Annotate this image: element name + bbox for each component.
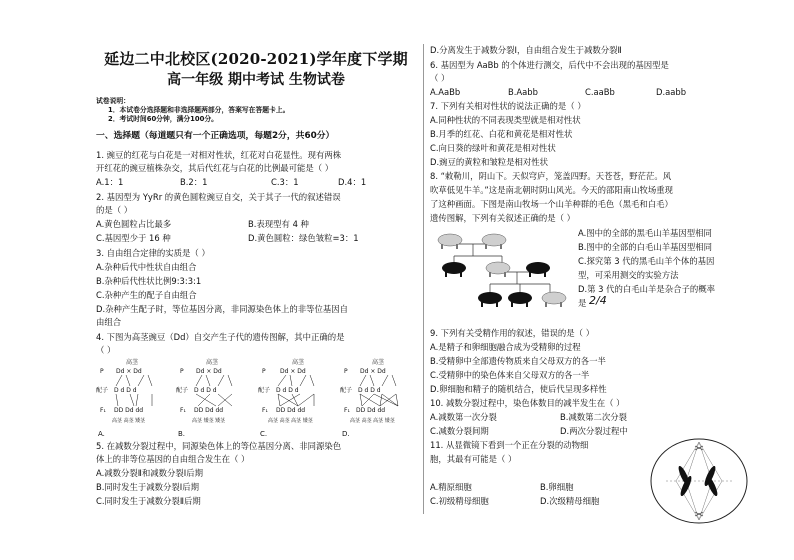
q7-option-b: B.月季的红花、白花和黄花是相对性状 (430, 129, 573, 139)
q6-option-b: B.Aabb (508, 87, 538, 97)
parent-label: 高茎 (372, 359, 385, 366)
q10-option-d: D.两次分裂过程中 (560, 426, 628, 436)
exam-title: 延边二中北校区(2020-2021)学年度下学期 (104, 50, 408, 68)
parent-label: 高茎 (126, 359, 139, 366)
q2-option-b: B.表现型有 4 种 (248, 219, 309, 229)
q11-option-d: D.次级精母细胞 (540, 496, 600, 506)
p-cross: Dd × Dd (196, 368, 222, 375)
f1-label: F₁ (180, 407, 186, 414)
c-gametes: D d D d (276, 387, 299, 394)
question-6-stem: 6. 基因型为 AaBb 的个体进行测交，后代中不会出现的基因型是 (430, 60, 669, 70)
gamete-label: 配子 (176, 387, 189, 394)
p-cross: Dd × Dd (116, 368, 142, 375)
q5-option-d: D.分离发生于减数分裂Ⅰ，自由组合发生于减数分裂Ⅱ (430, 45, 622, 55)
parent-label: 高茎 (206, 359, 219, 366)
q8-option-a: A.图中的全部的黑毛山羊基因型相同 (578, 228, 712, 238)
a-gametes: D d D d (114, 387, 137, 394)
q3-option-b: B.杂种后代性状比例9:3:3:1 (96, 276, 202, 286)
q5-option-b: B.同时发生于减数分裂Ⅰ后期 (96, 482, 200, 492)
q2-option-a: A.黄色圆粒占比最多 (96, 219, 172, 229)
question-8-line: 遗传图解，下列有关叙述正确的是（ ） (430, 213, 576, 223)
c-f1-genotypes: DD Dd dd (276, 407, 306, 414)
q9-option-b: B.受精卵中全部遗传物质来自父母双方的各一半 (430, 356, 606, 366)
question-1-line: 开红花的豌豆植株杂交，其后代红花与白花的比例最可能是（ ） (96, 163, 334, 173)
f1-label: F₁ (262, 407, 268, 414)
d-gametes: D d D d (358, 387, 381, 394)
q8-option-c-cont: 型，可采用测交的实验方法 (578, 270, 679, 280)
gamete-label: 配子 (340, 387, 353, 394)
p-label: P (262, 368, 266, 375)
q6-option-a: A.AaBb (430, 87, 461, 97)
instruction-item: 2．考试时间60分钟，满分100分。 (108, 115, 218, 123)
question-8-line: 了这种画面。下图是南山牧场一个山羊种群的毛色（黑毛和白毛） (430, 199, 673, 209)
dividing-cell-diagram (646, 436, 752, 526)
q4-option-d: D. (342, 430, 350, 438)
q8-option-b: B.图中的全部的白毛山羊基因型相同 (578, 242, 713, 252)
a-f1-genotypes: DD Dd dd (114, 407, 144, 414)
black-goat-icon (442, 262, 466, 277)
question-10-stem: 10. 减数分裂过程中，染色体数目的减半发生在（ ） (430, 398, 625, 408)
q10-option-b: B.减数第二次分裂 (560, 412, 628, 422)
black-goat-icon (508, 292, 532, 307)
q11-option-a: A.精原细胞 (430, 482, 472, 492)
q7-option-d: D.豌豆的黄粒和皱粒是相对性状 (430, 157, 548, 167)
q7-option-a: A.同种性状的不同表现类型就是相对性状 (430, 115, 581, 125)
white-goat-icon (542, 292, 566, 307)
q4-option-b: B. (178, 430, 186, 438)
parent-label: 高茎 (292, 359, 305, 366)
instruction-item: 1．本试卷分选择题和非选择题两部分，答案写在答题卡上。 (108, 106, 290, 114)
column-divider (423, 44, 424, 514)
question-4-stem: 4. 下图为高茎豌豆（Dd）自交产生子代的遗传图解，其中正确的是 (96, 332, 345, 342)
f1-label: F₁ (344, 407, 350, 414)
q6-option-c: C.aaBb (585, 87, 615, 97)
q3-option-a: A.杂种后代中性状自由组合 (96, 262, 197, 272)
q8-option-d: D.第 3 代的白毛山羊是杂合子的概率 (578, 284, 716, 294)
q3-option-d: D.杂种产生配子时，等位基因分离，非同源染色体上的非等位基因自 (96, 304, 348, 314)
question-8-line: 8. “敕勒川，阴山下。天似穹庐，笼盖四野。天苍苍，野茫茫。风 (430, 171, 672, 181)
p-label: P (180, 368, 184, 375)
q4-option-a: A. (98, 430, 105, 438)
question-5-line: 5. 在减数分裂过程中，同源染色体上的等位基因分离、非同源染色 (96, 441, 342, 451)
genetic-cross-diagram (96, 356, 416, 438)
q2-option-c: C.基因型少于 16 种 (96, 233, 171, 243)
question-2-line: 的是（ ） (96, 205, 133, 215)
f1-label: F₁ (100, 407, 106, 414)
q6-option-d: D.aabb (656, 87, 687, 97)
c-f1-phenotypes: 高茎 高茎 高茎 矮茎 (268, 418, 313, 424)
q1-option-b: B.2：1 (180, 177, 208, 187)
question-7-stem: 7. 下列有关相对性状的说法正确的是（ ） (430, 101, 586, 111)
white-goat-icon (438, 234, 462, 249)
q11-option-b: B.卵细胞 (540, 482, 574, 492)
p-label: P (344, 368, 348, 375)
q5-option-c: C.同时发生于减数分裂Ⅱ后期 (96, 496, 201, 506)
question-8-line: 吹草低见牛羊。”这是南北朝时阴山风光。今天的邵阳南山牧场重现 (430, 185, 674, 195)
a-f1-phenotypes: 高茎 高茎 矮茎 (112, 418, 146, 424)
d-f1-genotypes: DD Dd dd (356, 407, 386, 414)
q1-option-d: D.4：1 (338, 177, 367, 187)
question-11-stem-cont: 胞，其最有可能是（ ） (430, 454, 517, 464)
q1-option-a: A.1：1 (96, 177, 124, 187)
q10-option-c: C.减数分裂间期 (430, 426, 489, 436)
black-goat-icon (526, 262, 550, 277)
q8-option-c: C.探究第 3 代的黑毛山羊个体的基因 (578, 256, 715, 266)
goat-pedigree-diagram (432, 226, 576, 316)
q8-option-d-cont: 是 (578, 298, 587, 308)
black-goat-icon (478, 292, 502, 307)
q2-option-d: D.黄色圆粒：绿色皱粒=3：1 (248, 233, 359, 243)
question-11-stem: 11. 从显微镜下看到一个正在分裂的动物细 (430, 440, 589, 450)
question-1-line: 1. 豌豆的红花与白花是一对相对性状，红花对白花显性。现有两株 (96, 150, 342, 160)
question-6-stem-cont: （ ） (430, 73, 450, 83)
q5-option-a: A.减数分裂Ⅱ和减数分裂Ⅰ后期 (96, 468, 203, 478)
exam-subtitle: 高一年级 期中考试 生物试卷 (167, 72, 345, 88)
p-label: P (100, 368, 104, 375)
question-5-line: 体上的非等位基因的自由组合发生在（ ） (96, 454, 250, 464)
question-2-line: 2. 基因型为 YyRr 的黄色圆粒豌豆自交，关于其子一代的叙述错误 (96, 192, 341, 202)
q11-option-c: C.初级精母细胞 (430, 496, 489, 506)
q4-option-c: C. (260, 430, 268, 438)
q10-option-a: A.减数第一次分裂 (430, 412, 497, 422)
b-gametes: D d D d (194, 387, 217, 394)
q8-fraction: 2/4 (589, 294, 607, 307)
white-goat-icon (482, 234, 506, 249)
q9-option-d: D.卵细胞和精子的随机结合，使后代呈现多样性 (430, 384, 607, 394)
q3-option-d-cont: 由组合 (96, 317, 122, 327)
gamete-label: 配子 (258, 387, 271, 394)
b-f1-genotypes: DD Dd dd (194, 407, 224, 414)
question-4-stem-cont: （ ） (96, 345, 116, 355)
q9-option-c: C.受精卵中的染色体来自父母双方的各一半 (430, 370, 590, 380)
d-f1-phenotypes: 高茎 高茎 高茎 矮茎 (350, 418, 395, 424)
gamete-label: 配子 (96, 387, 109, 394)
question-9-stem: 9. 下列有关受精作用的叙述，错误的是（ ） (430, 328, 595, 338)
b-f1-phenotypes: 高茎 矮茎 矮茎 (192, 418, 226, 424)
q9-option-a: A.是精子和卵细胞融合成为受精卵的过程 (430, 342, 581, 352)
white-goat-icon (486, 262, 510, 277)
instructions-heading: 试卷说明： (96, 97, 130, 105)
p-cross: Dd × Dd (280, 368, 306, 375)
section-heading: 一、选择题（每道题只有一个正确选项，每题2分，共60分） (96, 131, 335, 141)
p-cross: Dd × Dd (360, 368, 386, 375)
q3-option-c: C.杂种产生的配子自由组合 (96, 290, 197, 300)
q1-option-c: C.3：1 (271, 177, 299, 187)
question-3-stem: 3. 自由组合定律的实质是（ ） (96, 248, 210, 258)
q7-option-c: C.向日葵的绿叶和黄花是相对性状 (430, 143, 556, 153)
